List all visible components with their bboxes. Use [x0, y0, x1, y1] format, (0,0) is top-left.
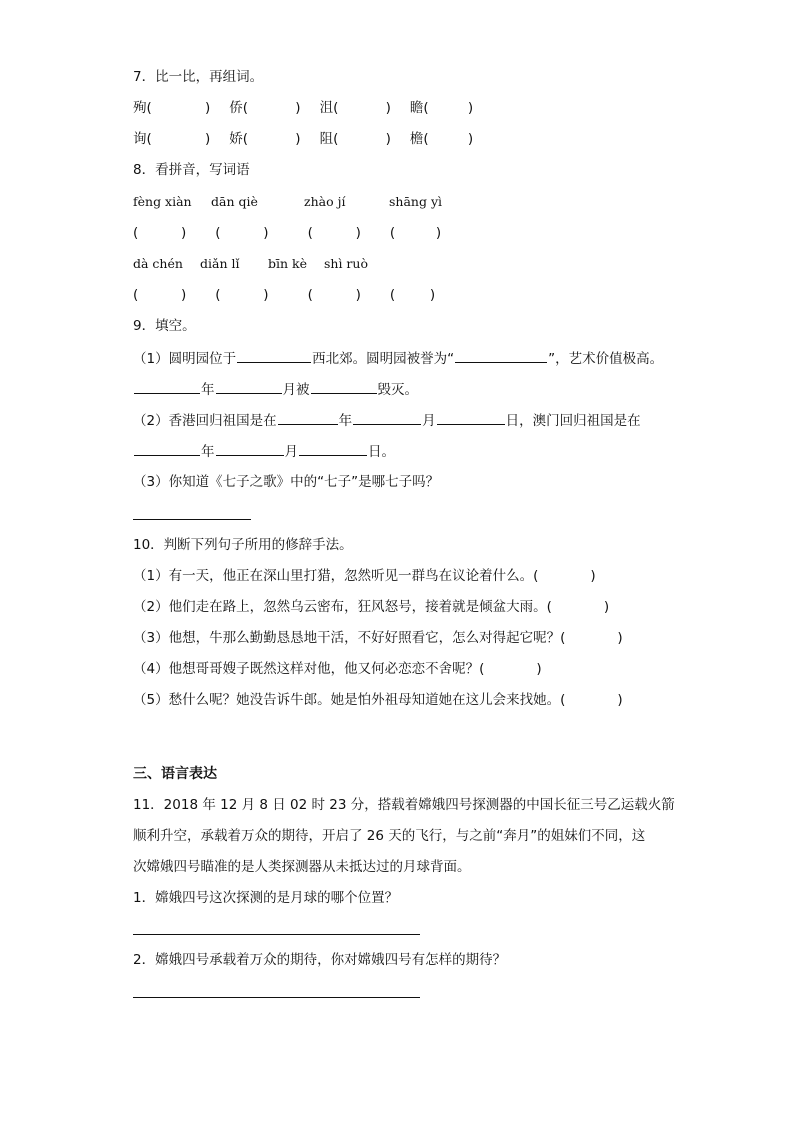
- q9-sub1-line2: [133, 379, 418, 400]
- q10-title: 10．判断下列句子所用的修辞手法。: [133, 537, 353, 553]
- q8-paren-open: (: [133, 225, 139, 241]
- q9-s1-text-a: （1）圆明园位于: [133, 351, 237, 367]
- q8-pinyin-3: zhào jí: [304, 194, 346, 209]
- q11-sub2: 2．嫦娥四号承载着万众的期待，你对嫦娥四号有怎样的期待？: [133, 952, 507, 968]
- q11-sub1: 1．嫦娥四号这次探测的是月球的哪个位置？: [133, 890, 399, 906]
- q9-blank: [134, 441, 200, 456]
- q7-row1-close3: ): [385, 100, 391, 116]
- q9-s1-text-f: 毁灭。: [377, 382, 418, 398]
- q7-row2-char4: 檐(: [409, 131, 429, 147]
- q9-blank: [455, 348, 547, 363]
- q9-sub2-line2: [133, 441, 395, 462]
- q7-row2-char1: 询(: [133, 131, 152, 147]
- q8-pinyin-1: fèng xiàn: [133, 194, 192, 209]
- q10-item-close: ): [536, 661, 542, 677]
- q10-item-text: （5）愁什么呢？她没告诉牛郎。她是怕外祖母知道她在这儿会来找她。(: [133, 692, 566, 708]
- q9-s2-text-d: 日，澳门回归祖国是在: [505, 413, 641, 429]
- q7-title: 7．比一比，再组词。: [133, 69, 264, 85]
- q7-row2-close2: ): [295, 131, 301, 147]
- q7-row1-char3: 沮(: [319, 100, 339, 116]
- q8-paren-close: ): [435, 225, 442, 241]
- q7-row1-close2: ): [295, 100, 301, 116]
- q9-title: 9．填空。: [133, 318, 196, 334]
- q9-blank: [311, 379, 377, 394]
- q9-s1-text-c: ”，艺术价值极高。: [548, 351, 664, 367]
- q8-paren-open: (: [389, 287, 396, 303]
- q7-row2-close4: ): [467, 131, 474, 147]
- q8-paren-open: (: [307, 287, 313, 303]
- q8-pinyin-8: shì ruò: [324, 256, 368, 271]
- q8-pinyin-5: dà chén: [133, 256, 183, 271]
- q7-row1-close4: ): [467, 100, 474, 116]
- q8-pinyin-row1: [133, 192, 442, 212]
- q9-answer-line: [133, 519, 251, 520]
- q8-answer-row1: [133, 223, 441, 243]
- q8-pinyin-row2: [133, 254, 368, 274]
- q11-paragraph-line1: 11．2018 年 12 月 8 日 02 时 23 分，搭载着嫦娥四号探测器的中国长征三号乙运载火箭: [133, 797, 675, 813]
- q9-sub2-line1: [133, 410, 641, 431]
- q8-pinyin-2: dān qiè: [211, 194, 258, 209]
- q7-row2-char3: 阻(: [319, 131, 339, 147]
- q8-pinyin-4: shāng yì: [389, 194, 443, 209]
- q10-item-text: （1）有一天，他正在深山里打猎，忽然听见一群鸟在议论着什么。(: [133, 568, 539, 584]
- q8-paren-close: ): [429, 287, 436, 303]
- q7-row2-close1: ): [205, 131, 211, 147]
- q7-row2-close3: ): [385, 131, 391, 147]
- q10-item-5: [133, 690, 623, 710]
- q7-row1-char2: 侨(: [229, 100, 249, 116]
- q7-row1-char1: 殉(: [133, 100, 152, 116]
- q10-item-2: [133, 597, 609, 617]
- q9-blank: [216, 379, 282, 394]
- q9-blank: [299, 441, 367, 456]
- q9-s2-text-a: （2）香港回归祖国是在: [133, 413, 277, 429]
- q8-paren-open: (: [389, 225, 396, 241]
- q7-row1-char4: 瞻(: [409, 100, 429, 116]
- q10-item-text: （4）他想哥哥嫂子既然这样对他，他又何必恋恋不舍呢？(: [133, 661, 485, 677]
- q10-item-close: ): [617, 692, 623, 708]
- q8-pinyin-7: bīn kè: [268, 256, 307, 271]
- q9-blank: [278, 410, 338, 425]
- q8-answer-row2: [133, 285, 435, 305]
- q9-sub3: （3）你知道《七子之歌》中的“七子”是哪七子吗？: [133, 474, 440, 490]
- q9-s1-text-b: 西北郊。圆明园被誉为“: [312, 351, 455, 367]
- q8-paren-close: ): [263, 225, 269, 241]
- q9-sub1-line1: [133, 348, 663, 369]
- section-title: 三、语言表达: [133, 766, 217, 782]
- q10-item-close: ): [603, 599, 610, 615]
- q9-s2-text-b: 年: [338, 413, 353, 429]
- q8-paren-open: (: [307, 225, 313, 241]
- q11-sub2-answer-line: [133, 997, 420, 998]
- q10-item-4: [133, 659, 542, 679]
- q10-item-close: ): [617, 630, 623, 646]
- q9-blank: [353, 410, 421, 425]
- q9-s2-text-e: 年: [201, 444, 215, 460]
- q8-paren-close: ): [355, 287, 361, 303]
- q8-paren-close: ): [181, 225, 187, 241]
- q8-title: 8．看拼音，写词语: [133, 162, 250, 178]
- q7-row2: [133, 129, 488, 149]
- q10-item-text: （3）他想，牛那么勤勤恳恳地干活，不好好照看它，怎么对得起它呢？(: [133, 630, 566, 646]
- q8-paren-open: (: [133, 287, 139, 303]
- q7-row1-close1: ): [205, 100, 211, 116]
- q11-paragraph-line2: 顺利升空，承载着万众的期待，开启了 26 天的飞行，与之前“奔月”的姐妹们不同，这: [133, 828, 646, 844]
- q8-paren-close: ): [263, 287, 269, 303]
- q10-item-1: [133, 566, 596, 586]
- q9-s2-text-c: 月: [422, 413, 436, 429]
- q8-paren-close: ): [355, 225, 361, 241]
- q9-blank: [237, 348, 311, 363]
- q11-sub1-answer-line: [133, 934, 420, 935]
- q10-item-3: [133, 628, 623, 648]
- q9-blank: [134, 379, 200, 394]
- q9-s2-text-f: 月: [284, 444, 298, 460]
- q10-item-text: （2）他们走在路上，忽然乌云密布，狂风怒号，接着就是倾盆大雨。(: [133, 599, 552, 615]
- q9-s1-text-d: 年: [201, 382, 215, 398]
- q8-paren-open: (: [215, 225, 221, 241]
- q11-paragraph-line3: 次嫦娥四号瞄准的是人类探测器从未抵达过的月球背面。: [133, 859, 471, 875]
- q8-paren-close: ): [181, 287, 187, 303]
- q10-item-close: ): [590, 568, 596, 584]
- q9-s2-text-g: 日。: [368, 444, 395, 460]
- q7-row1: [133, 98, 488, 118]
- q9-s1-text-e: 月被: [282, 382, 310, 398]
- q8-pinyin-6: diǎn lǐ: [200, 256, 240, 271]
- q9-blank: [216, 441, 284, 456]
- q9-blank: [437, 410, 505, 425]
- q7-row2-char2: 娇(: [229, 131, 249, 147]
- q8-paren-open: (: [215, 287, 221, 303]
